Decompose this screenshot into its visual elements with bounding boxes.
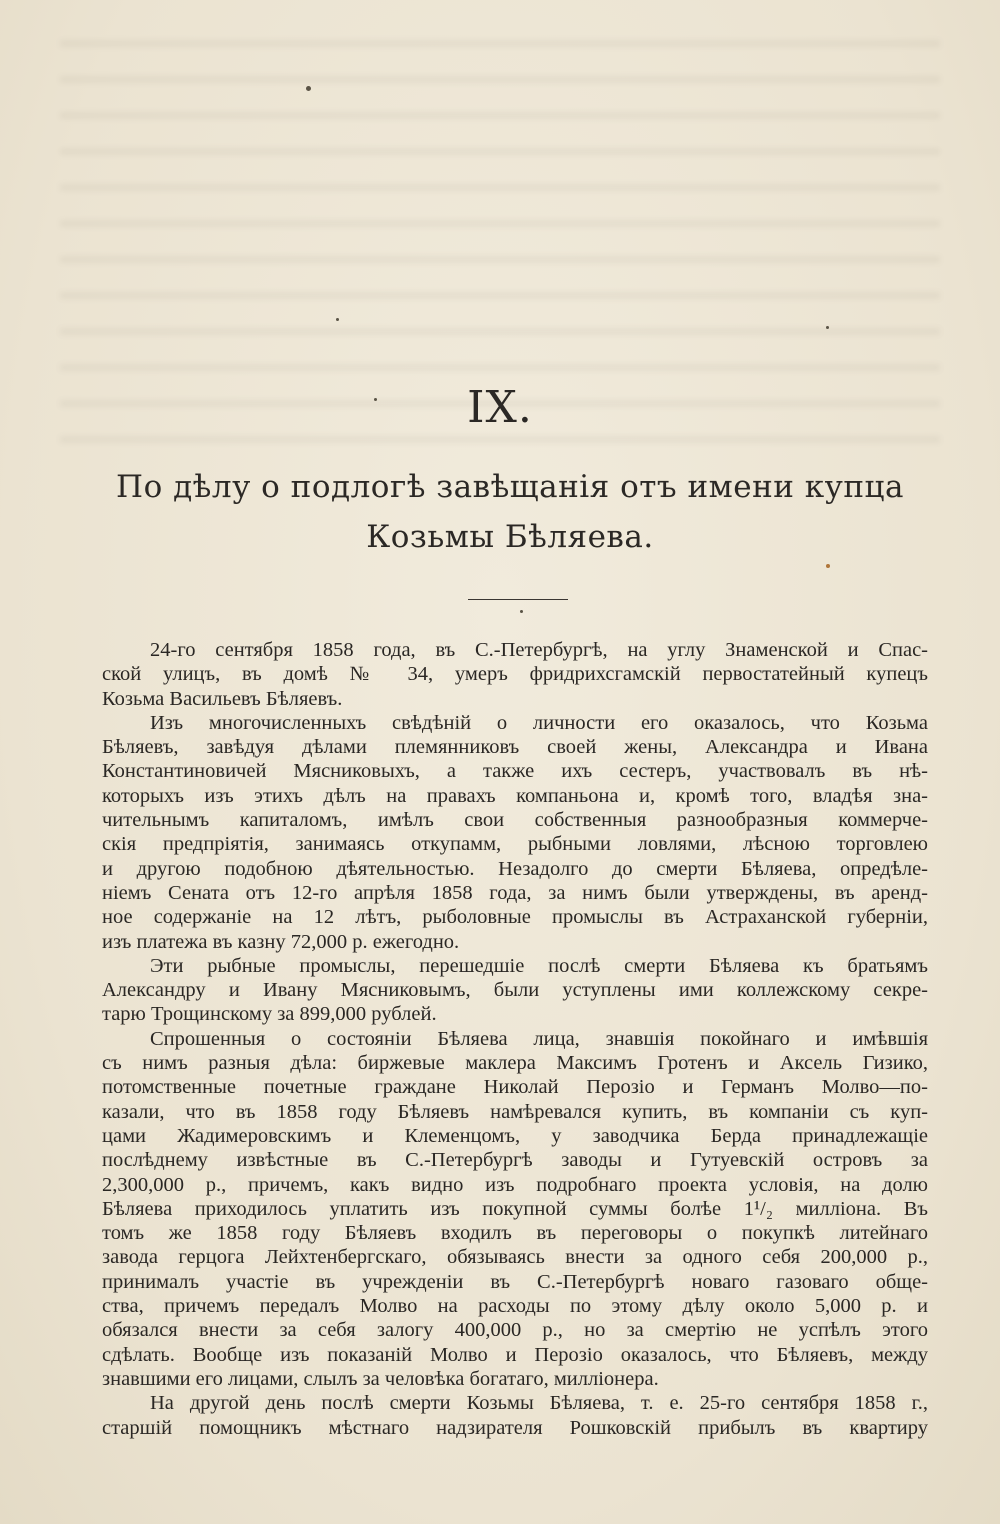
text-line: принималъ участіе въ учрежденіи въ С.-Петербургѣ новаго газоваго обще- [102, 1270, 928, 1293]
text-line: и другою подобною дѣятельностью. Незадолго до смерти Бѣляева, опредѣле- [102, 857, 928, 880]
text-line: ства, причемъ передалъ Молво на расходы по этому дѣлу около 5,000 р. и [102, 1295, 928, 1318]
text-line: ніемъ Сената отъ 12-го апрѣля 1858 года, за нимъ были утверждены, въ аренд- [102, 881, 928, 904]
text-line: ской улицъ, въ домѣ № 34, умеръ фридрихсгамскій первостатейный купецъ [102, 663, 928, 686]
text-line: потомственные почетные граждане Николай Перозіо и Германъ Молво—по- [102, 1076, 928, 1099]
text-line: которыхъ изъ этихъ дѣлъ на правахъ компаньона и, кромѣ того, владѣя зна- [102, 784, 928, 807]
text-line: послѣднему извѣстные въ С.-Петербургѣ заводы и Гутуевскій островъ за [102, 1149, 928, 1172]
text-line: томъ же 1858 году Бѣляевъ входилъ въ переговоры о покупкѣ литейнаго [102, 1222, 928, 1245]
text-line: завода герцога Лейхтенбергскаго, обязываясь внести за одного себя 200,000 р., [102, 1246, 928, 1269]
text-line: скія предпріятія, занимаясь откупамм, рыбными ловлями, лѣсною торговлею [102, 833, 928, 856]
text-line: На другой день послѣ смерти Козьмы Бѣляева, т. е. 25-го сентября 1858 г., [150, 1392, 928, 1415]
text-line: 24-го сентября 1858 года, въ С.-Петербургѣ, на углу Знаменской и Спас- [150, 639, 928, 661]
text-line: Бѣляева приходилось уплатить изъ покупной суммы болѣе 1¹/₂ милліона. Въ [102, 1197, 928, 1220]
text-line: знавшими его лицами, слылъ за человѣка богатаго, милліонера. [102, 1367, 659, 1390]
body-text [102, 638, 928, 1440]
chapter-title-line: По дѣлу о подлогѣ завѣщанія отъ имени купца [116, 469, 904, 505]
text-line: Константиновичей Мясниковыхъ, а также ихъ сестеръ, участвовалъ въ нѣ- [102, 760, 928, 783]
text-line: Спрошенныя о состояніи Бѣляева лица, знавшія покойнаго и имѣвшія [150, 1027, 928, 1050]
text-line: чительнымъ капиталомъ, имѣлъ свои собственныя разнообразныя коммерче- [102, 809, 928, 832]
chapter-title [90, 462, 930, 562]
text-line: Козьма Васильевъ Бѣляевъ. [102, 687, 343, 710]
text-line: ное содержаніе на 12 лѣтъ, рыболовные промыслы въ Астраханской губерніи, [102, 906, 928, 929]
title-divider [468, 599, 568, 600]
text-line: съ нимъ разныя дѣла: биржевые маклера Максимъ Гротенъ и Аксель Гизико, [102, 1052, 928, 1075]
paper-speck [826, 564, 830, 568]
text-line: цами Жадимеровскимъ и Клеменцомъ, у заводчика Берда принадлежащіе [102, 1124, 928, 1147]
text-line: Александру и Ивану Мясниковымъ, были уступлены ими коллежскому секре- [102, 979, 928, 1002]
text-line: Бѣляевъ, завѣдуя дѣлами племянниковъ своей жены, Александра и Ивана [102, 736, 928, 759]
chapter-number: IX. [467, 382, 533, 433]
text-line: казали, что въ 1858 году Бѣляевъ намѣревался купить, въ компаніи съ куп- [102, 1100, 928, 1123]
text-line: Эти рыбные промыслы, перешедшіе послѣ смерти Бѣляева къ братьямъ [150, 954, 928, 977]
text-line: тарю Трощинскому за 899,000 рублей. [102, 1003, 437, 1026]
paper-speck [306, 86, 311, 91]
chapter-title-line: Козьмы Бѣляева. [366, 519, 654, 555]
paper-speck [336, 318, 339, 321]
text-line: старшій помощникъ мѣстнаго надзирателя Рошковскій прибылъ въ квартиру [102, 1416, 928, 1439]
paper-speck [520, 610, 523, 613]
text-line: сдѣлать. Вообще изъ показаній Молво и Перозіо оказалось, что Бѣляевъ, между [102, 1343, 928, 1366]
text-line: Изъ многочисленныхъ свѣдѣній о личности его оказалось, что Козьма [150, 711, 928, 734]
text-line: изъ платежа въ казну 72,000 р. ежегодно. [102, 930, 460, 953]
text-line: обязался внести за себя залогу 400,000 р., но за смертію не успѣлъ этого [102, 1319, 928, 1342]
text-line: 2,300,000 р., причемъ, какъ видно изъ подробнаго проекта условія, на долю [102, 1173, 928, 1196]
paper-speck [826, 326, 829, 329]
